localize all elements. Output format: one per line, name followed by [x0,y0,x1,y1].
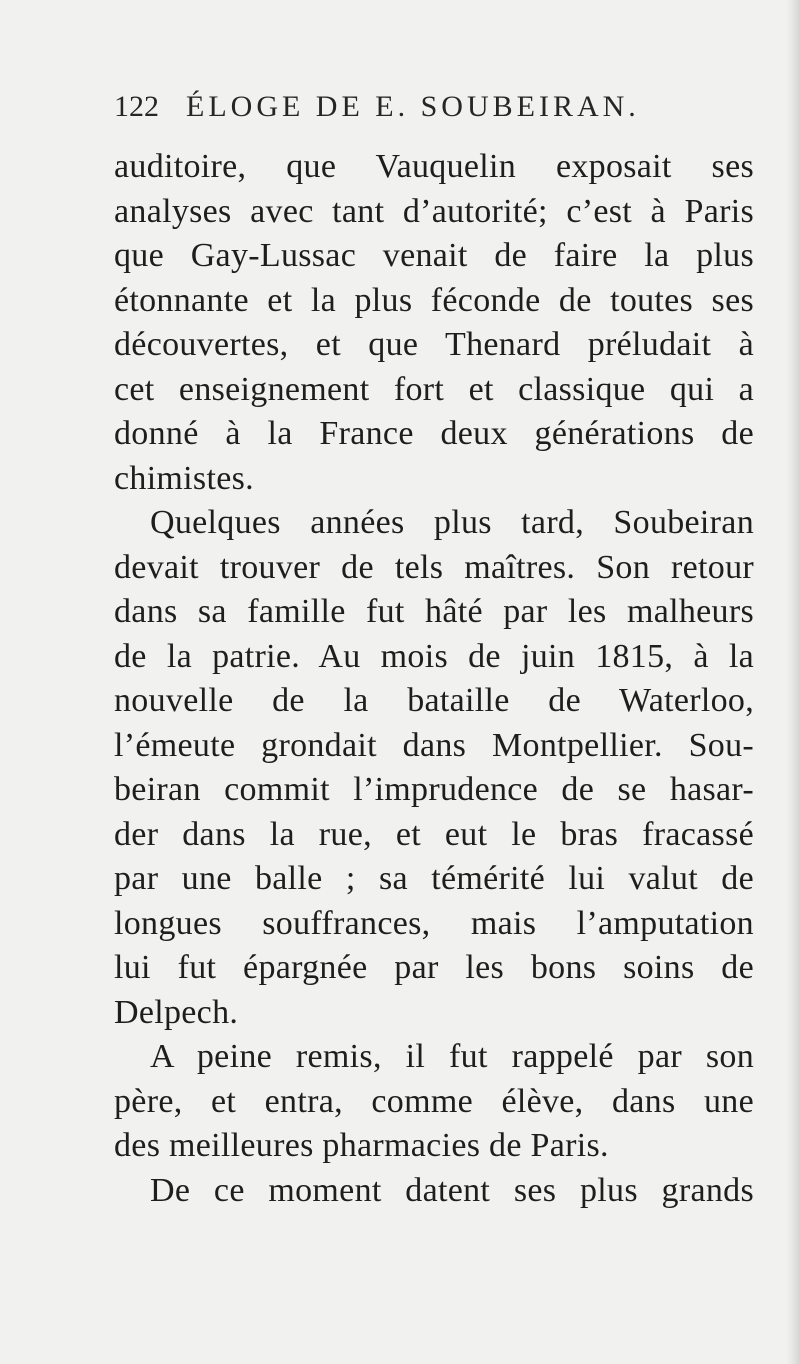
text-line: devait trouver de tels maîtres. Son retour [114,548,754,586]
text-line: étonnante et la plus féconde de toutes ses [114,281,754,319]
text-line: découvertes, et que Thenard préludait à [114,326,754,363]
text-line: de la patrie. Au mois de juin 1815, à la [114,637,754,675]
text-line: chimistes. [114,459,254,497]
text-line: que Gay-Lussac venait de faire la plus [114,237,754,274]
text-line: l’émeute grondait dans Montpellier. Sou- [114,726,754,764]
text-line: De ce moment datent ses plus grands [150,1171,754,1209]
running-title: ÉLOGE DE E. SOUBEIRAN. [186,90,640,123]
text-line: cet enseignement fort et classique qui a [114,370,754,408]
text-line: Delpech. [114,993,239,1031]
text-line: analyses avec tant d’autorité; c’est à Paris [114,192,754,230]
text-line: A peine remis, il fut rappelé par son [150,1038,754,1075]
page-number: 122 [114,90,159,123]
page-edge-shadow [786,0,800,1364]
text-line: des meilleures pharmacies de Paris. [114,1127,609,1164]
text-line: lui fut épargnée par les bons soins de [114,949,754,986]
text-line: longues souffrances, mais l’amputation [114,904,754,942]
text-line: père, et entra, comme élève, dans une [114,1082,754,1120]
text-line: beiran commit l’imprudence de se hasar- [114,771,754,808]
text-line: der dans la rue, et eut le bras fracassé [114,815,754,853]
text-line: nouvelle de la bataille de Waterloo, [114,682,754,719]
text-line: auditoire, que Vauquelin exposait ses [114,148,754,185]
text-line: dans sa famille fut hâté par les malheurs [114,593,754,630]
text-line: par une balle ; sa témérité lui valut de [114,860,754,897]
text-line: donné à la France deux générations de [114,415,754,452]
text-line: Quelques années plus tard, Soubeiran [150,504,754,541]
running-head [114,90,754,130]
body-text [114,145,754,1213]
